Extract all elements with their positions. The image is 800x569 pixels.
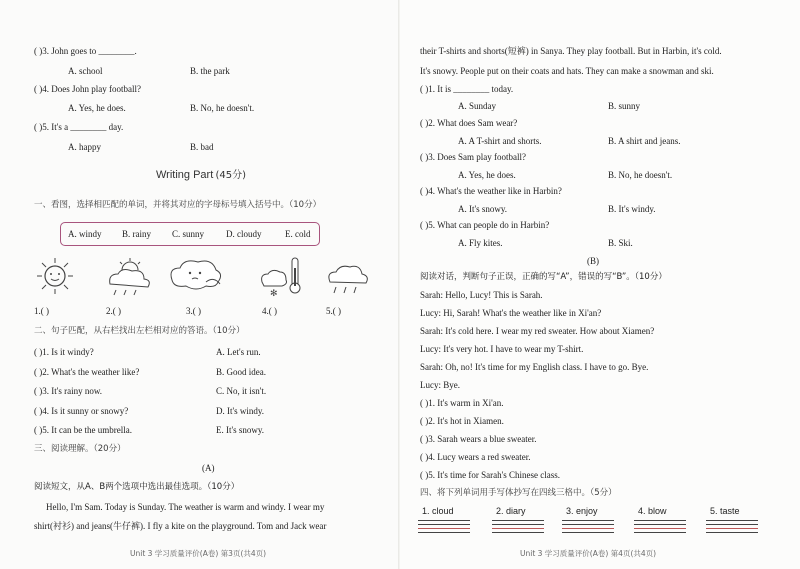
dialogue-line: Lucy: It's very hot. I have to wear my T-shirt. bbox=[420, 344, 584, 354]
match-question-2: ( )2. What's the weather like? bbox=[34, 367, 140, 377]
cold-thermometer-icon bbox=[258, 254, 312, 298]
option-b: B. sunny bbox=[608, 101, 641, 111]
page-footer: Unit 3 学习质量评价(A卷) 第3页(共4页) bbox=[130, 549, 267, 558]
option-b: B. the park bbox=[190, 66, 230, 76]
match-question-1: ( )1. Is it windy? bbox=[34, 347, 94, 357]
match-question-3: ( )3. It's rainy now. bbox=[34, 386, 103, 396]
option-b: B. No, he doesn't. bbox=[190, 103, 255, 113]
passage-line-4: It's snowy. People put on their coats and hats. They can make a snowman and ski. bbox=[420, 66, 714, 76]
option-b: B. Ski. bbox=[608, 238, 633, 248]
match-answer-c: C. No, it isn't. bbox=[216, 386, 267, 396]
rain-cloud-sun-icon bbox=[100, 258, 156, 298]
match-answer-b: B. Good idea. bbox=[216, 367, 266, 377]
svg-text:✻: ✻ bbox=[270, 289, 278, 298]
four-line-grid[interactable] bbox=[562, 520, 614, 536]
dialogue-line: Sarah: Oh, no! It's time for my English class. I have to go. Bye. bbox=[420, 362, 649, 372]
listening-question-5: ( )5. It's a ________ day. bbox=[34, 122, 124, 132]
reading-question-1: ( )1. It is ________ today. bbox=[420, 84, 514, 94]
rain-umbrella-icon bbox=[322, 258, 374, 296]
listening-question-4: ( )4. Does John play football? bbox=[34, 84, 141, 94]
option-b: B. A shirt and jeans. bbox=[608, 136, 681, 146]
option-a: A. Yes, he does. bbox=[458, 170, 516, 180]
reading-question-3: ( )3. Does Sam play football? bbox=[420, 152, 526, 162]
option-b: B. It's windy. bbox=[608, 204, 656, 214]
copy-word-3: 3. enjoy bbox=[566, 506, 598, 516]
part-b-label: (B) bbox=[587, 256, 599, 266]
judge-item-3: ( )3. Sarah wears a blue sweater. bbox=[420, 434, 537, 444]
match-answer-a: A. Let's run. bbox=[216, 347, 261, 357]
section-4-title: 四、将下列单词用手写体抄写在四线三格中。（5分） bbox=[420, 488, 617, 498]
passage-line-3: their T-shirts and shorts(短裤) in Sanya. They play football. But in Harbin, it's cold. bbox=[420, 46, 722, 56]
four-line-grid[interactable] bbox=[418, 520, 470, 536]
part-a-instruction: 阅读短文，从A、B两个选项中选出最佳选项。（10分） bbox=[34, 482, 240, 492]
word-option: A. windy bbox=[68, 229, 102, 239]
picture-answer-3: 3.( ) bbox=[186, 306, 201, 316]
passage-line-2: shirt(衬衫) and jeans(牛仔裤). I fly a kite on the playground. Tom and Jack wear bbox=[34, 521, 327, 531]
sun-icon bbox=[30, 256, 80, 296]
option-a: A. Sunday bbox=[458, 101, 496, 111]
match-answer-e: E. It's snowy. bbox=[216, 425, 265, 435]
copy-word-1: 1. cloud bbox=[422, 506, 454, 516]
word-option: B. rainy bbox=[122, 229, 151, 239]
dialogue-line: Lucy: Bye. bbox=[420, 380, 460, 390]
word-option: E. cold bbox=[285, 229, 311, 239]
reading-question-2: ( )2. What does Sam wear? bbox=[420, 118, 518, 128]
writing-score: (45分) bbox=[215, 170, 247, 181]
option-b: B. bad bbox=[190, 142, 214, 152]
dialogue-line: Sarah: Hello, Lucy! This is Sarah. bbox=[420, 290, 543, 300]
match-question-5: ( )5. It can be the umbrella. bbox=[34, 425, 132, 435]
part-b-instruction: 阅读对话，判断句子正误，正确的写“A”，错误的写“B”。（10分） bbox=[420, 272, 667, 282]
option-b: B. No, he doesn't. bbox=[608, 170, 673, 180]
copy-word-4: 4. blow bbox=[638, 506, 667, 516]
match-question-4: ( )4. Is it sunny or snowy? bbox=[34, 406, 129, 416]
four-line-grid[interactable] bbox=[492, 520, 544, 536]
section-1-title: 一、看图，选择相匹配的单词，并将其对应的字母标号填入括号中。（10分） bbox=[34, 200, 322, 210]
option-a: A. A T-shirt and shorts. bbox=[458, 136, 542, 146]
dialogue-line: Lucy: Hi, Sarah! What's the weather like in Xi'an? bbox=[420, 308, 602, 318]
picture-answer-1: 1.( ) bbox=[34, 306, 49, 316]
judge-item-5: ( )5. It's time for Sarah's Chinese class. bbox=[420, 470, 560, 480]
picture-answer-2: 2.( ) bbox=[106, 306, 121, 316]
four-line-grid[interactable] bbox=[634, 520, 686, 536]
copy-word-2: 2. diary bbox=[496, 506, 526, 516]
writing-part-heading bbox=[156, 170, 246, 181]
right-page bbox=[400, 0, 800, 569]
section-2-title: 二、句子匹配，从右栏找出左栏相对应的答语。（10分） bbox=[34, 326, 245, 336]
option-a: A. happy bbox=[68, 142, 101, 152]
dialogue-line: Sarah: It's cold here. I wear my red sweater. How about Xiamen? bbox=[420, 326, 655, 336]
reading-question-5: ( )5. What can people do in Harbin? bbox=[420, 220, 550, 230]
picture-answer-5: 5.( ) bbox=[326, 306, 341, 316]
copy-word-5: 5. taste bbox=[710, 506, 740, 516]
option-a: A. Fly kites. bbox=[458, 238, 503, 248]
judge-item-1: ( )1. It's warm in Xi'an. bbox=[420, 398, 504, 408]
listening-question-3: ( )3. John goes to ________. bbox=[34, 46, 137, 56]
option-a: A. school bbox=[68, 66, 103, 76]
option-a: A. It's snowy. bbox=[458, 204, 508, 214]
wind-cloud-icon bbox=[166, 256, 226, 298]
section-3-title: 三、阅读理解。（20分） bbox=[34, 444, 126, 454]
match-answer-d: D. It's windy. bbox=[216, 406, 265, 416]
reading-question-4: ( )4. What's the weather like in Harbin? bbox=[420, 186, 562, 196]
passage-line-1: Hello, I'm Sam. Today is Sunday. The weather is warm and windy. I wear my bbox=[46, 502, 325, 512]
judge-item-4: ( )4. Lucy wears a red sweater. bbox=[420, 452, 531, 462]
page-footer: Unit 3 学习质量评价(A卷) 第4页(共4页) bbox=[520, 549, 657, 558]
word-option: D. cloudy bbox=[226, 229, 262, 239]
writing-title: Writing Part bbox=[156, 169, 214, 181]
picture-answer-4: 4.( ) bbox=[262, 306, 277, 316]
option-a: A. Yes, he does. bbox=[68, 103, 126, 113]
four-line-grid[interactable] bbox=[706, 520, 758, 536]
word-option: C. sunny bbox=[172, 229, 205, 239]
judge-item-2: ( )2. It's hot in Xiamen. bbox=[420, 416, 504, 426]
part-a-label: (A) bbox=[202, 463, 215, 473]
